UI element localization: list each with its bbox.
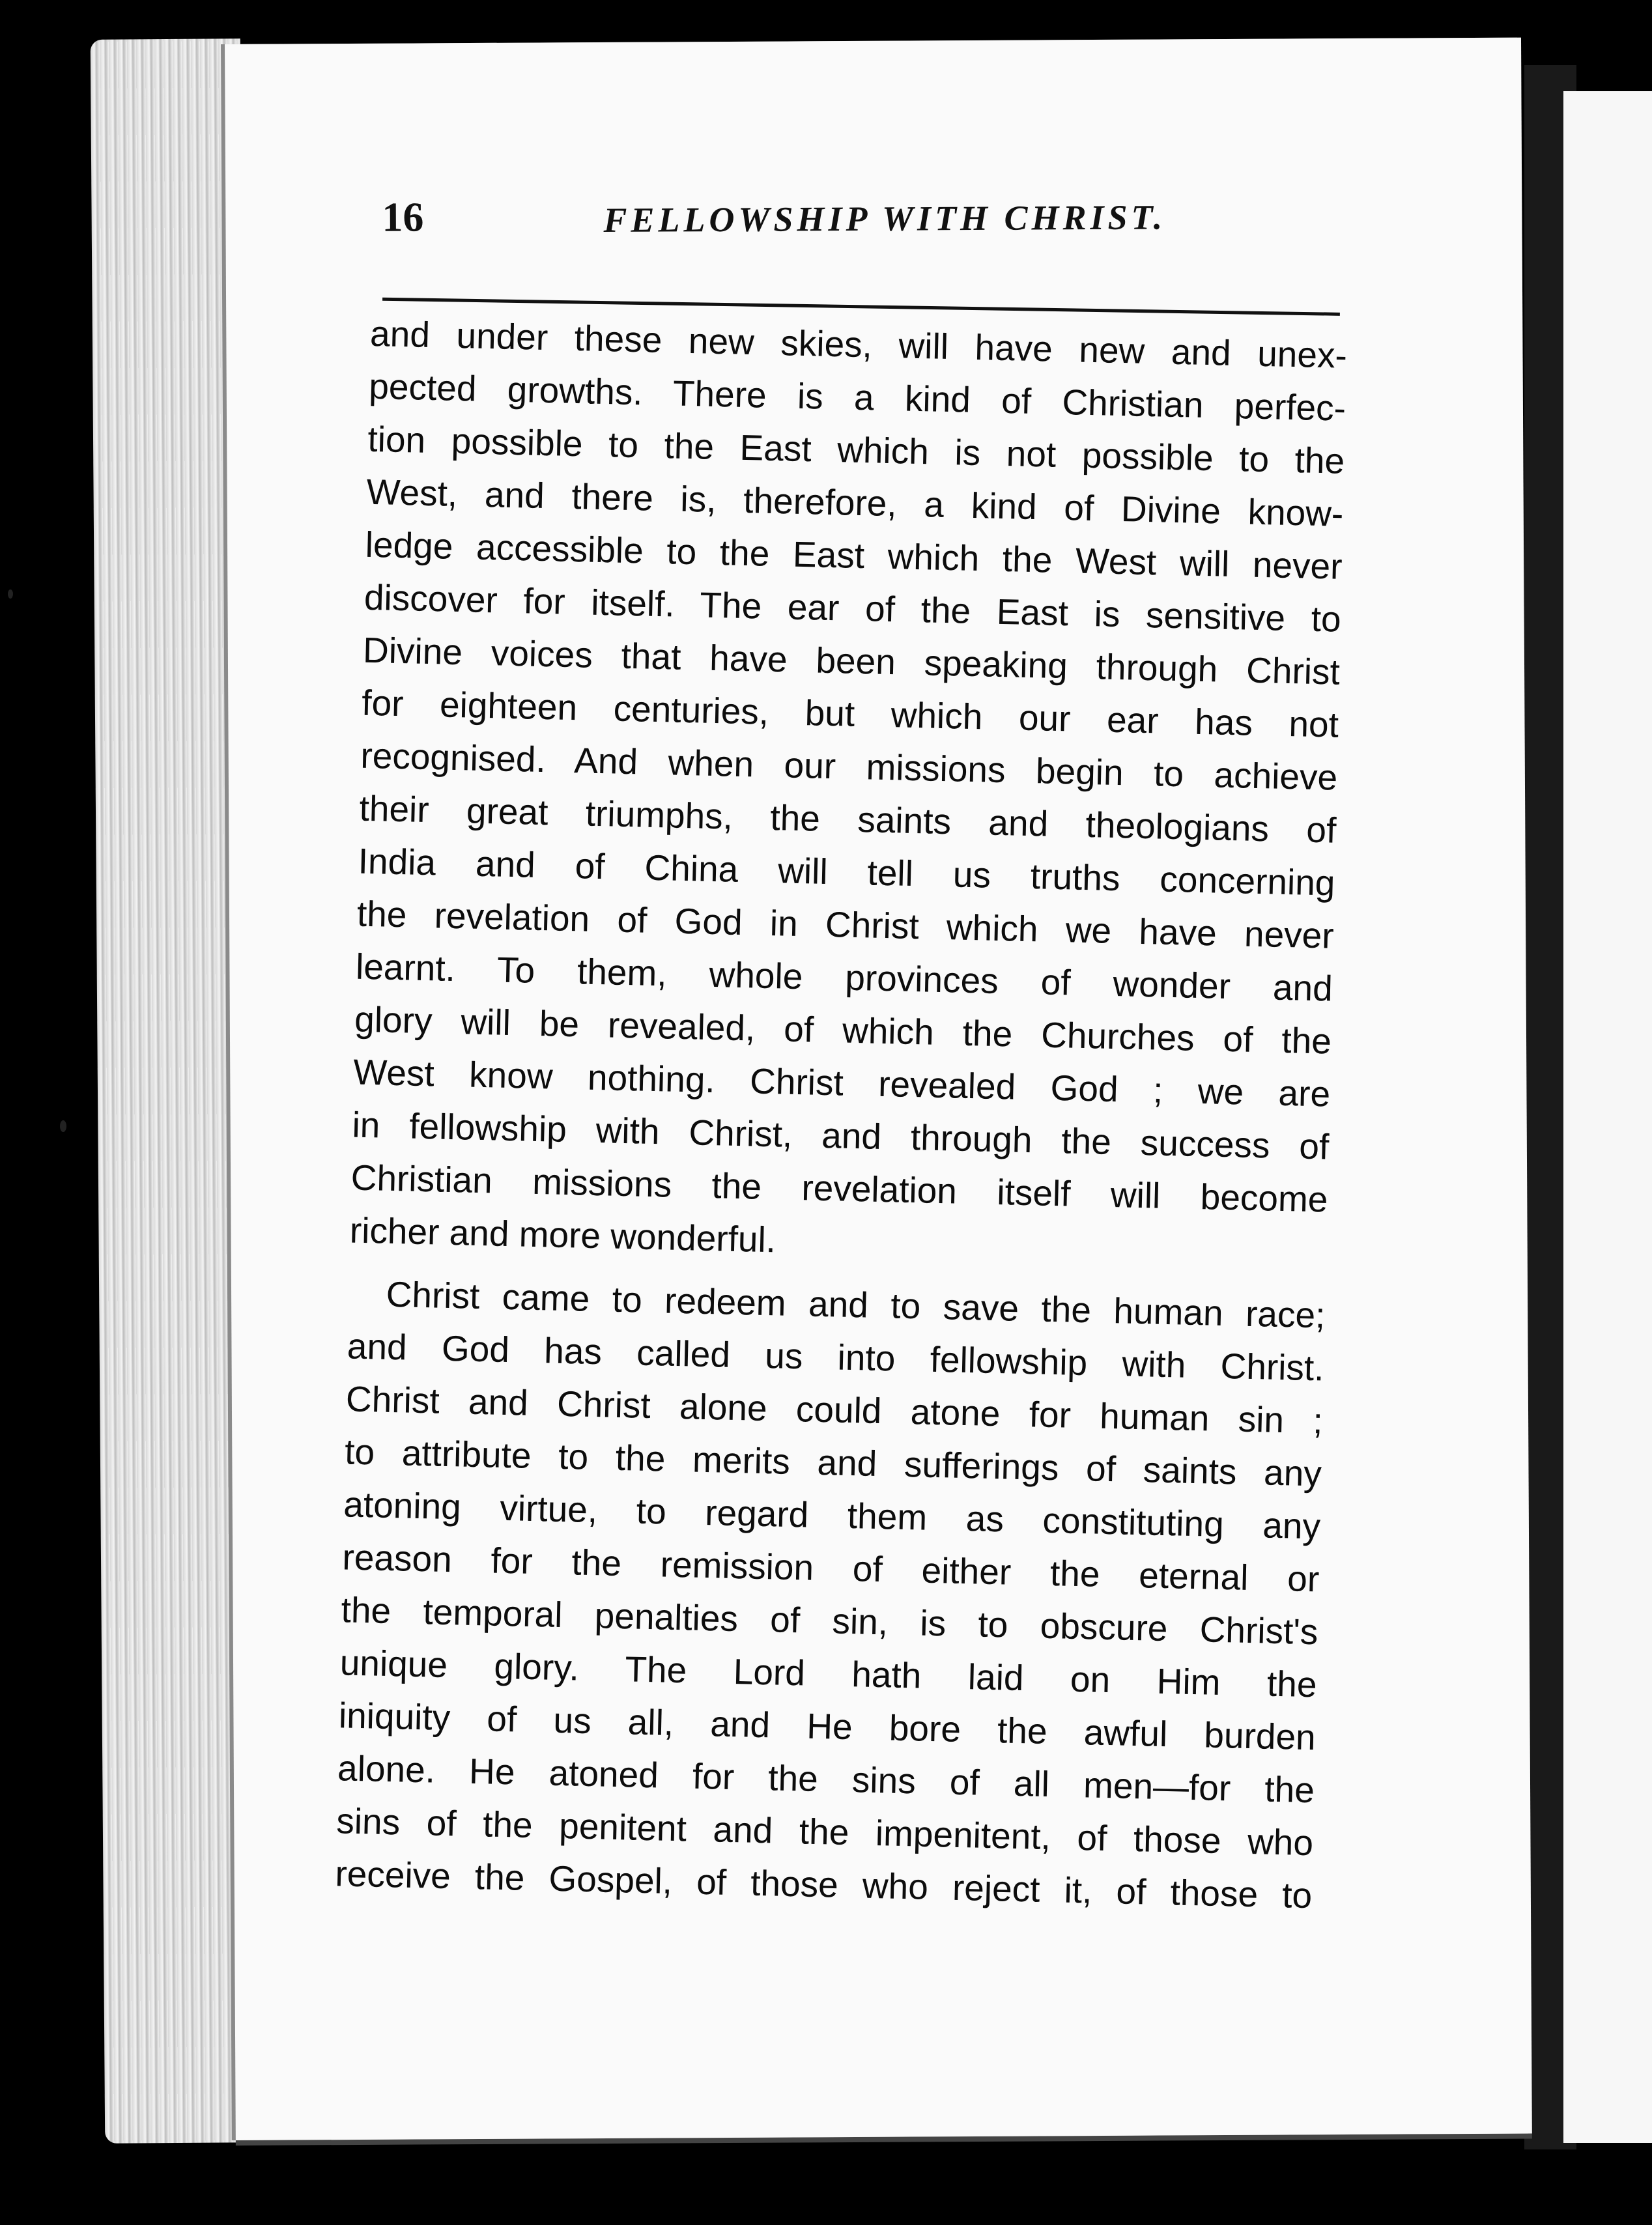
text-line: to attribute to the merits and sufferings of saints any (344, 1431, 1322, 1494)
text-line: Christian missions the revelation itself will become (350, 1157, 1329, 1220)
text-line: India and of China will tell us truths concerning (358, 840, 1336, 903)
text-line: the revelation of God in Christ which we have never (356, 893, 1335, 956)
paragraph (335, 1267, 1326, 1922)
text-line: sins of the penitent and the impenitent, of those who (335, 1800, 1314, 1864)
text-line: discover for itself. The ear of the East is sensitive to (363, 576, 1342, 640)
text-line: glory will be revealed, of which the Churches of the (354, 999, 1332, 1062)
text-line: richer and more wonderful. (349, 1210, 776, 1260)
text-line: recognised. And when our missions begin to achieve (360, 735, 1338, 798)
text-line: Christ and Christ alone could atone for human sin ; (345, 1378, 1324, 1441)
text-line: West know nothing. Christ revealed God ; we are (352, 1051, 1331, 1114)
facing-page-edge (1563, 91, 1652, 2143)
text-line: the temporal penalties of sin, is to obscure Christ's (341, 1589, 1319, 1652)
text-line: unique glory. The Lord hath laid on Him the (339, 1642, 1318, 1705)
text-line: atoning virtue, to regard them as constituting any (343, 1484, 1321, 1547)
text-line: for eighteen centuries, but which our ear has not (361, 682, 1339, 745)
scan-speck (60, 1120, 66, 1132)
text-line: learnt. To them, whole provinces of wonder and (355, 946, 1333, 1009)
page-header (382, 188, 1489, 252)
text-line: Christ came to redeem and to save the human race; (386, 1273, 1326, 1336)
text-line: and God has called us into fellowship with Christ. (347, 1325, 1325, 1389)
text-line: ledge accessible to the East which the West will never (365, 524, 1343, 587)
text-line: reason for the remission of either the eternal or (341, 1537, 1320, 1600)
text-line: alone. He atoned for the sins of all men—for the (337, 1748, 1315, 1811)
book-page (225, 38, 1532, 2140)
text-line: West, and there is, therefore, a kind of Divine know- (365, 471, 1345, 534)
running-head: FELLOWSHIP WITH CHRIST. (603, 197, 1167, 240)
text-line: receive the Gospel, of those who reject it, of those to (334, 1853, 1313, 1916)
body-text (335, 307, 1348, 1922)
page-number: 16 (382, 193, 424, 240)
paragraph (349, 307, 1348, 1279)
text-line: iniquity of us all, and He bore the awful burden (338, 1695, 1317, 1758)
text-line: tion possible to the East which is not possible to the (367, 418, 1345, 481)
text-line: their great triumphs, the saints and theologians of (358, 787, 1337, 851)
text-line: in fellowship with Christ, and through the success of (351, 1104, 1330, 1167)
scan-speck (8, 589, 13, 599)
text-line: and under these new skies, will have new and unex- (369, 313, 1348, 376)
text-line: pected growths. There is a kind of Christian perfec- (368, 365, 1346, 429)
text-line: Divine voices that have been speaking through Christ (362, 629, 1341, 692)
